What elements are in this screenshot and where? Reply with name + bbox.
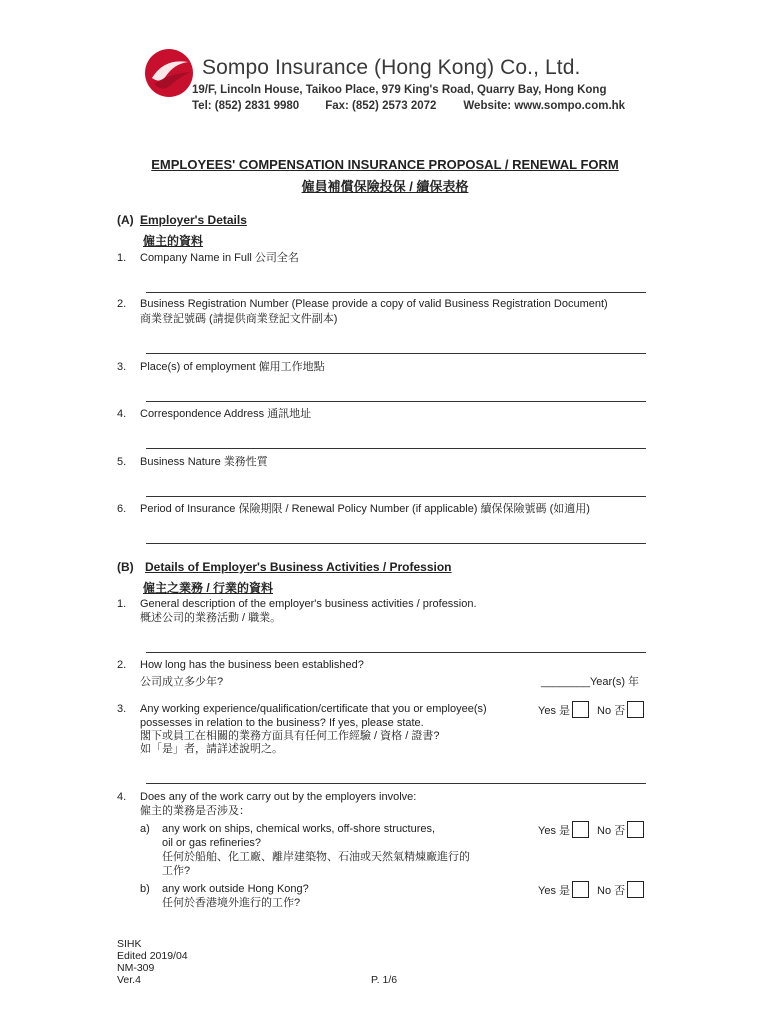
form-code-4: Ver.4 bbox=[117, 974, 141, 986]
form-title-en: EMPLOYEES' COMPENSATION INSURANCE PROPOSAL / RENEWAL FORM bbox=[151, 157, 619, 172]
b3-yes-label: Yes 是 bbox=[538, 705, 571, 717]
a2-label-zh: 商業登記號碼 (請提供商業登記文件副本) bbox=[140, 313, 338, 325]
b4a-text-2: oil or gas refineries? bbox=[162, 837, 262, 849]
b4-label: Does any of the work carry out by the employers involve: bbox=[140, 791, 417, 803]
a6-num: 6. bbox=[117, 503, 127, 515]
b1-label-zh: 概述公司的業務活動 / 職業。 bbox=[140, 612, 282, 624]
a3-num: 3. bbox=[117, 361, 127, 373]
a2-input-line[interactable] bbox=[146, 353, 646, 354]
page-number: P. 1/6 bbox=[371, 974, 398, 986]
a3-input-line[interactable] bbox=[146, 401, 646, 402]
b4b-text: any work outside Hong Kong? bbox=[162, 883, 309, 895]
b3-label-2: possesses in relation to the business? If yes, please state. bbox=[140, 717, 424, 729]
a4-input-line[interactable] bbox=[146, 448, 646, 449]
b2-label-zh: 公司成立多少年? bbox=[140, 676, 224, 688]
b3-num: 3. bbox=[117, 703, 127, 715]
a5-input-line[interactable] bbox=[146, 496, 646, 497]
company-address: 19/F, Lincoln House, Taikoo Place, 979 King's Road, Quarry Bay, Hong Kong bbox=[192, 84, 607, 96]
b4a-no-label: No 否 bbox=[597, 825, 626, 837]
a3-label: Place(s) of employment 僱用工作地點 bbox=[140, 361, 325, 373]
sompo-logo bbox=[144, 48, 194, 98]
b4a-yes-label: Yes 是 bbox=[538, 825, 571, 837]
section-a-heading: Employer's Details bbox=[140, 213, 247, 227]
company-name: Sompo Insurance (Hong Kong) Co., Ltd. bbox=[202, 56, 581, 79]
form-title-zh: 僱員補償保險投保 / 續保表格 bbox=[301, 179, 469, 194]
a6-label: Period of Insurance 保險期限 / Renewal Policy Number (if applicable) 續保保險號碼 (如適用) bbox=[140, 503, 590, 515]
company-contact bbox=[192, 100, 625, 112]
b3-label-zh-1: 閣下或員工在相關的業務方面具有任何工作經驗 / 資格 / 證書? bbox=[140, 730, 440, 742]
a1-num: 1. bbox=[117, 252, 127, 264]
b3-no-checkbox[interactable] bbox=[627, 701, 644, 718]
b3-label-1: Any working experience/qualification/certificate that you or employee(s) bbox=[140, 703, 487, 715]
b1-input-line[interactable] bbox=[146, 652, 646, 653]
b2-num: 2. bbox=[117, 659, 127, 671]
b3-yes-checkbox[interactable] bbox=[572, 701, 589, 718]
b4a-text-1: any work on ships, chemical works, off-shore structures, bbox=[162, 823, 436, 835]
a5-label: Business Nature 業務性質 bbox=[140, 456, 268, 468]
b3-label-zh-2: 如「是」者，請詳述說明之。 bbox=[140, 743, 283, 755]
b4a-text-zh-1: 任何於船舶、化工廠、離岸建築物、石油或天然氣精煉廠進行的 bbox=[162, 851, 470, 863]
a6-input-line[interactable] bbox=[146, 543, 646, 544]
b2-label: How long has the business been established? bbox=[140, 659, 364, 671]
a2-num: 2. bbox=[117, 298, 127, 310]
b4b-yes-checkbox[interactable] bbox=[572, 881, 589, 898]
b4a-text-zh-2: 工作? bbox=[162, 865, 191, 877]
website: Website: www.sompo.com.hk bbox=[463, 100, 626, 112]
form-code-2: Edited 2019/04 bbox=[117, 950, 188, 962]
a4-label: Correspondence Address 通訊地址 bbox=[140, 408, 312, 420]
fax: Fax: (852) 2573 2072 bbox=[325, 100, 437, 112]
b3-no-label: No 否 bbox=[597, 705, 626, 717]
section-a-heading-zh: 僱主的資料 bbox=[143, 234, 204, 248]
b1-num: 1. bbox=[117, 598, 127, 610]
form-title bbox=[0, 157, 770, 195]
a1-input-line[interactable] bbox=[146, 292, 646, 293]
form-code-3: NM-309 bbox=[117, 962, 155, 974]
a4-num: 4. bbox=[117, 408, 127, 420]
form-code-1: SIHK bbox=[117, 938, 142, 950]
b4-label-zh: 僱主的業務是否涉及： bbox=[140, 805, 250, 817]
section-b-heading: Details of Employer's Business Activities / Profession bbox=[145, 560, 452, 574]
form-code bbox=[117, 938, 188, 986]
b4a-no-checkbox[interactable] bbox=[627, 821, 644, 838]
b4b-label: b) bbox=[140, 883, 150, 895]
b4a-yes-checkbox[interactable] bbox=[572, 821, 589, 838]
a5-num: 5. bbox=[117, 456, 127, 468]
tel: Tel: (852) 2831 9980 bbox=[192, 100, 300, 112]
b3-input-line[interactable] bbox=[146, 783, 646, 784]
b4a-label: a) bbox=[140, 823, 150, 835]
section-a-label: (A) bbox=[117, 213, 134, 227]
b4b-yes-label: Yes 是 bbox=[538, 885, 571, 897]
section-b-heading-zh: 僱主之業務 / 行業的資料 bbox=[143, 581, 274, 595]
a2-label: Business Registration Number (Please provide a copy of valid Business Registration Document) bbox=[140, 298, 608, 310]
b4-num: 4. bbox=[117, 791, 127, 803]
b4b-text-zh: 任何於香港境外進行的工作? bbox=[162, 897, 301, 909]
a1-label: Company Name in Full 公司全名 bbox=[140, 252, 299, 264]
b4b-no-label: No 否 bbox=[597, 885, 626, 897]
section-b-label: (B) bbox=[117, 560, 134, 574]
b1-label: General description of the employer's business activities / profession. bbox=[140, 598, 477, 610]
b2-years-field[interactable]: ________Year(s) 年 bbox=[541, 676, 640, 688]
b4b-no-checkbox[interactable] bbox=[627, 881, 644, 898]
